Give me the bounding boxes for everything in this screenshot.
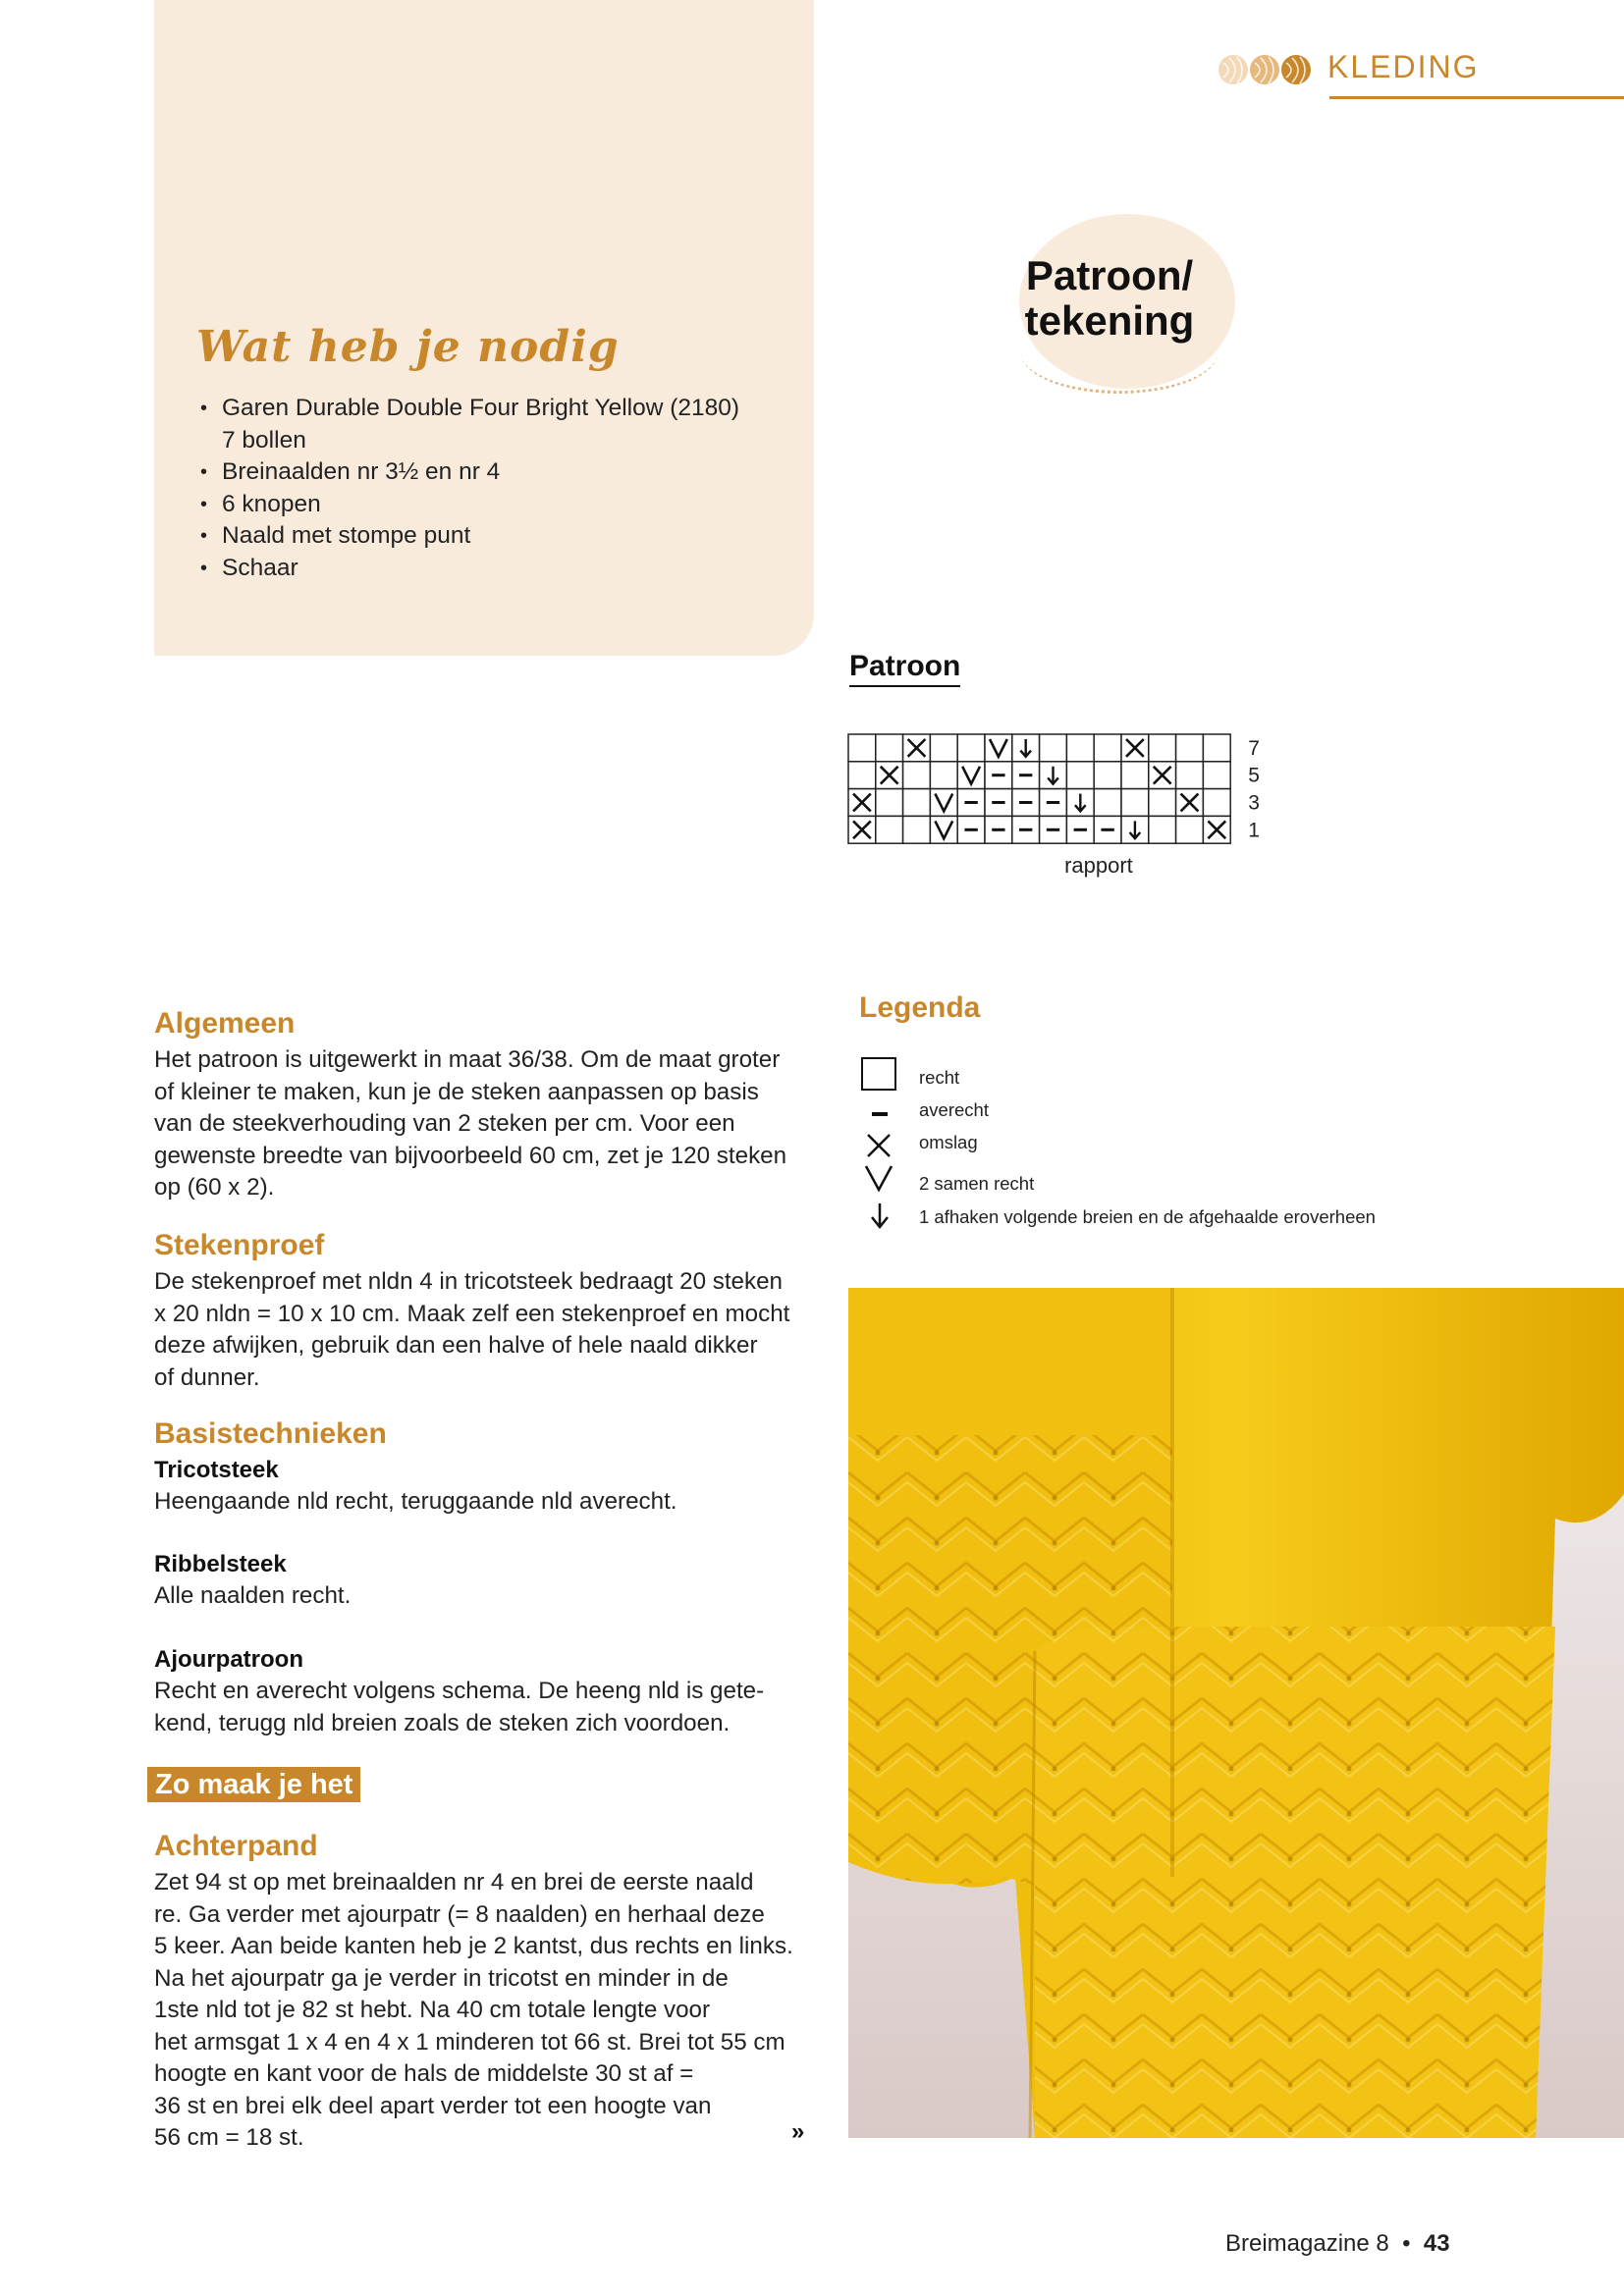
chart-cell xyxy=(1203,789,1230,817)
text-line: of kleiner te maken, kun je de steken aanpassen op basis xyxy=(154,1078,759,1105)
section-title-basistechnieken: Basistechnieken xyxy=(154,1417,387,1450)
subtitle-ribbelsteek: Ribbelsteek xyxy=(154,1551,287,1577)
chart-row-label: 3 xyxy=(1248,791,1260,815)
paragraph-tricotsteek: Heengaande nld recht, teruggaande nld averecht. xyxy=(154,1488,677,1515)
legend-symbols xyxy=(860,1050,919,1247)
text-line: of dunner. xyxy=(154,1363,260,1391)
yarn-balls-icon xyxy=(1216,53,1314,86)
list-item: • Schaar xyxy=(200,553,789,585)
chart-cell xyxy=(876,734,903,762)
chart-cell xyxy=(876,789,903,817)
text-line: x 20 nldn = 10 x 10 cm. Maak zelf een stekenproef en mocht xyxy=(154,1300,790,1327)
chart-cell xyxy=(1176,762,1204,789)
paragraph-ribbelsteek: Alle naalden recht. xyxy=(154,1582,352,1609)
subtitle-ajourpatroon: Ajourpatroon xyxy=(154,1646,303,1673)
chart-cell xyxy=(1149,734,1176,762)
chart-cell xyxy=(1121,789,1149,817)
chart-cell xyxy=(1094,762,1121,789)
paragraph-stekenproef xyxy=(154,1266,822,1394)
list-item: • Naald met stompe punt xyxy=(200,520,789,553)
footer-bullet: • xyxy=(1402,2230,1411,2257)
chart-cell xyxy=(1040,734,1067,762)
needs-list xyxy=(200,393,789,584)
list-item: • 6 knopen xyxy=(200,489,789,521)
section-title-stekenproef: Stekenproef xyxy=(154,1229,325,1261)
text-line: 56 cm = 18 st. xyxy=(154,2124,304,2151)
subtitle-tricotsteek: Tricotsteek xyxy=(154,1457,279,1483)
chart-cell xyxy=(1149,789,1176,817)
text-line: De stekenproef met nldn 4 in tricotsteek bedraagt 20 steken xyxy=(154,1268,784,1295)
chart-cell xyxy=(848,734,876,762)
legend-label-omslag: omslag xyxy=(919,1132,978,1152)
text-line: 1ste nld tot je 82 st hebt. Na 40 cm totale lengte voor xyxy=(154,1997,711,2023)
text-line: deze afwijken, gebruik dan een halve of hele naald dikker xyxy=(154,1332,758,1359)
page-number: 43 xyxy=(1423,2230,1450,2257)
text-line: Zet 94 st op met breinaalden nr 4 en brei de eerste naald xyxy=(154,1869,754,1896)
chart-cell xyxy=(930,734,957,762)
legend-label-recht: recht xyxy=(919,1067,960,1088)
text-line: Recht en averecht volgens schema. De heeng nld is gete- xyxy=(154,1678,765,1704)
text-line: Na het ajourpatr ga je verder in tricotst en minder in de xyxy=(154,1964,729,1992)
section-title-algemeen: Algemeen xyxy=(154,1007,296,1040)
empty-square-icon xyxy=(862,1058,895,1090)
section-title-achterpand: Achterpand xyxy=(154,1830,318,1862)
legend-label-afhaken: 1 afhaken volgende breien en de afgehaalde eroverheen xyxy=(919,1206,1376,1227)
badge-line-2: tekening xyxy=(1024,297,1195,344)
section-banner: Zo maak je het xyxy=(147,1767,360,1802)
chart-cell xyxy=(903,789,931,817)
chart-cell xyxy=(903,816,931,843)
chart-cell xyxy=(1121,762,1149,789)
v-icon xyxy=(866,1166,892,1190)
magazine-name: Breimagazine 8 xyxy=(1225,2230,1389,2257)
chart-cell xyxy=(1203,734,1230,762)
chart-cell xyxy=(1203,762,1230,789)
chart-row-label: 1 xyxy=(1248,819,1260,842)
chart-cell xyxy=(903,762,931,789)
paragraph-achterpand xyxy=(154,1867,822,2155)
knitted-garment-photo xyxy=(848,1288,1624,2138)
chart-xlabel: rapport xyxy=(1064,853,1133,879)
continue-arrow: » xyxy=(791,2118,805,2145)
cross-icon xyxy=(868,1135,890,1156)
knitting-chart xyxy=(844,726,1473,952)
list-item: • Breinaalden nr 3½ en nr 4 xyxy=(200,456,789,489)
chart-cell xyxy=(1149,816,1176,843)
legend-title: Legenda xyxy=(859,991,981,1024)
text-line: Het patroon is uitgewerkt in maat 36/38. Om de maat groter xyxy=(154,1046,781,1073)
chart-cell xyxy=(1066,734,1094,762)
chart-cell xyxy=(848,762,876,789)
chart-title: Patroon xyxy=(849,650,960,687)
text-line: van de steekverhouding van 2 steken per cm. Voor een xyxy=(154,1110,735,1137)
text-line: kend, terugg nld breien zoals de steken zich voordoen. xyxy=(154,1709,731,1736)
needs-title: Wat heb je nodig xyxy=(196,322,620,372)
chart-cell xyxy=(957,734,985,762)
paragraph-ajourpatroon xyxy=(154,1676,822,1739)
header-rule xyxy=(1329,96,1624,99)
legend-label-samen-recht: 2 samen recht xyxy=(919,1173,1035,1194)
category-title: KLEDING xyxy=(1327,49,1480,84)
chart-cell xyxy=(930,762,957,789)
text-line: het armsgat 1 x 4 en 4 x 1 minderen tot 66 st. Brei tot 55 cm xyxy=(154,2028,785,2056)
text-line: hoogte en kant voor de hals de middelste 30 st af = xyxy=(154,2060,694,2087)
chart-cell xyxy=(1094,789,1121,817)
list-item-continuation: 7 bollen xyxy=(222,426,306,454)
down-arrow-icon xyxy=(872,1203,888,1227)
chart-cell xyxy=(876,816,903,843)
chart-cell xyxy=(1066,762,1094,789)
text-line: re. Ga verder met ajourpatr (= 8 naalden) en herhaal deze xyxy=(154,1900,765,1928)
badge-text xyxy=(992,253,1227,344)
chart-cell xyxy=(1094,734,1121,762)
chart-row-label: 5 xyxy=(1248,764,1260,787)
text-line: 36 st en brei elk deel apart verder tot een hoogte van xyxy=(154,2092,712,2119)
text-line: gewenste breedte van bijvoorbeeld 60 cm, zet je 120 steken xyxy=(154,1142,787,1169)
paragraph-algemeen xyxy=(154,1044,822,1204)
badge-line-1: Patroon/ xyxy=(1025,252,1194,298)
chart-row-label: 7 xyxy=(1248,736,1260,760)
chart-cell xyxy=(1176,816,1204,843)
legend-label-averecht: averecht xyxy=(919,1099,989,1120)
text-line: op (60 x 2). xyxy=(154,1174,275,1201)
text-line: 5 keer. Aan beide kanten heb je 2 kantst, dus rechts en links. xyxy=(154,1933,793,1959)
page-footer xyxy=(1225,2230,1450,2258)
chart-cell xyxy=(1176,734,1204,762)
list-item: • Garen Durable Double Four Bright Yellow (2180) xyxy=(200,393,789,425)
